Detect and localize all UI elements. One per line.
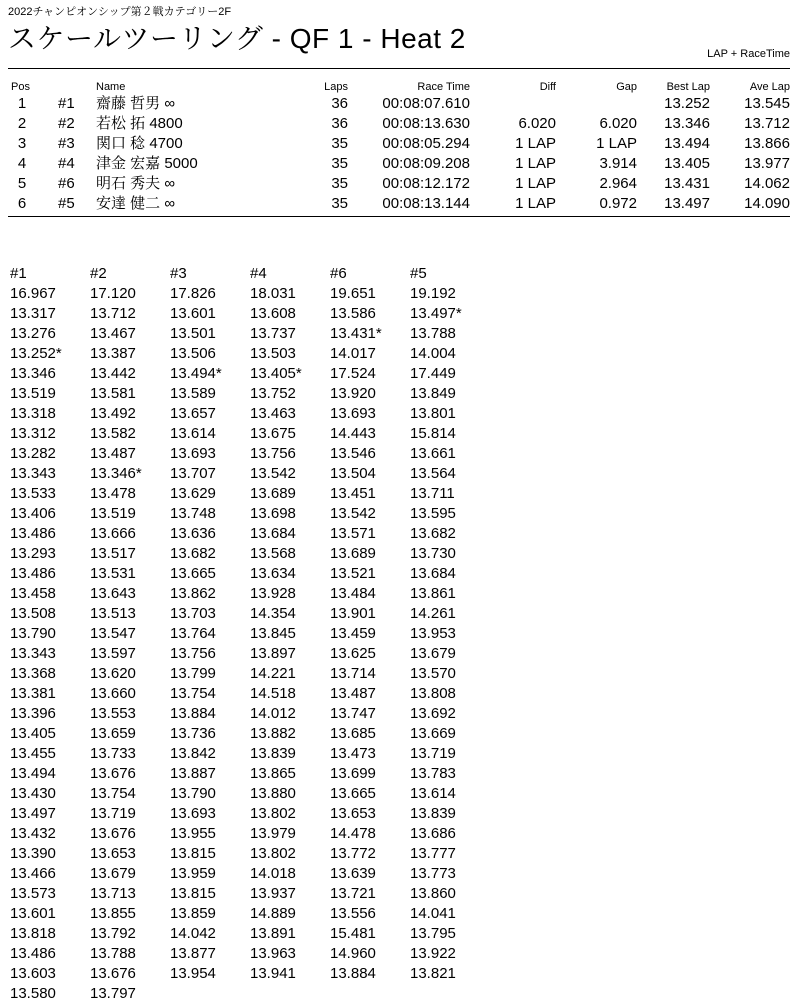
lap-time-cell: 13.795 [410,925,456,942]
results-top-rule [8,68,790,69]
report-type-label: LAP + RaceTime [707,48,790,60]
lap-time-cell: 13.887 [170,765,216,782]
lap-time-cell: 13.603 [10,965,56,982]
lap-time-cell: 13.346 [10,365,56,382]
lap-time-cell: 13.808 [410,685,456,702]
lap-time-cell: 13.451 [330,485,376,502]
result-pos: 6 [17,195,27,212]
result-row [8,94,790,114]
lap-time-cell: 13.542 [250,465,296,482]
lap-time-cell: 13.699 [330,765,376,782]
lap-time-cell: 13.839 [250,745,296,762]
lap-time-cell: 13.473 [330,745,376,762]
lap-time-cell: 13.601 [170,305,216,322]
lap-time-cell: 13.707 [170,465,216,482]
result-driver-name: 若松 拓 4800 [96,115,183,132]
lap-time-cell: 13.665 [330,785,376,802]
lap-time-cell: 13.657 [170,405,216,422]
lap-time-cell: 13.703 [170,605,216,622]
lap-time-cell: 13.815 [170,885,216,902]
result-pos: 4 [17,155,27,172]
lap-time-cell: 13.712 [90,305,136,322]
result-driver-name: 津金 宏嘉 5000 [96,155,198,172]
lap-time-cell: 14.261 [410,605,456,622]
lap-time-cell: 13.752 [250,385,296,402]
result-car-number: #2 [58,115,75,132]
lap-time-cell: 17.524 [330,365,376,382]
lap-time-cell: 13.466 [10,865,56,882]
result-race-time: 00:08:12.172 [382,175,470,192]
lap-time-cell: 14.042 [170,925,216,942]
lap-time-cell: 13.497 [10,805,56,822]
result-best-lap: 13.494 [664,135,710,152]
lap-time-cell: 13.698 [250,505,296,522]
lap-time-cell: 13.494 [10,765,56,782]
lap-time-cell: 13.860 [410,885,456,902]
lap-time-cell: 13.818 [10,925,56,942]
lap-time-cell: 13.508 [10,605,56,622]
lap-time-cell: 13.614 [170,425,216,442]
lap-time-cell: 13.487 [90,445,136,462]
lap-time-cell: 13.764 [170,625,216,642]
lap-time-cell: 13.953 [410,625,456,642]
result-diff: 1 LAP [515,195,556,212]
lap-time-cell: 13.546 [330,445,376,462]
results-body [8,94,790,214]
lap-time-cell: 13.519 [10,385,56,402]
lap-time-cell: 13.564 [410,465,456,482]
col-header-race-time: Race Time [417,81,470,93]
lap-time-cell: 13.467 [90,325,136,342]
result-diff: 1 LAP [515,155,556,172]
lap-time-cell: 13.790 [10,625,56,642]
lap-time-cell: 13.639 [330,865,376,882]
lap-time-cell: 14.004 [410,345,456,362]
result-pos: 5 [17,175,27,192]
lap-time-cell: 17.449 [410,365,456,382]
lap-time-cell: 14.012 [250,705,296,722]
lap-time-cell: 13.501 [170,325,216,342]
lap-time-cell: 13.714 [330,665,376,682]
col-header-best-lap: Best Lap [666,81,710,93]
lap-time-cell: 13.839 [410,805,456,822]
lap-time-cell: 13.504 [330,465,376,482]
result-laps: 35 [331,195,348,212]
lap-time-cell: 13.897 [250,645,296,662]
lap-time-cell: 13.660 [90,685,136,702]
lap-time-cell: 13.821 [410,965,456,982]
lap-col-header: #4 [250,265,267,282]
lap-time-cell: 13.737 [250,325,296,342]
lap-time-cell: 13.494* [170,365,222,382]
lap-time-cell: 13.849 [410,385,456,402]
lap-time-cell: 13.773 [410,865,456,882]
lap-time-cell: 13.478 [90,485,136,502]
result-pos: 2 [17,115,27,132]
lap-time-cell: 13.431* [330,325,382,342]
lap-time-cell: 13.880 [250,785,296,802]
lap-time-cell: 13.676 [90,965,136,982]
lap-time-cell: 14.960 [330,945,376,962]
result-car-number: #6 [58,175,75,192]
lap-time-cell: 13.484 [330,585,376,602]
lap-time-cell: 13.343 [10,465,56,482]
lap-time-cell: 14.443 [330,425,376,442]
result-gap: 3.914 [599,155,637,172]
lap-time-cell: 13.928 [250,585,296,602]
result-ave-lap: 13.977 [744,155,790,172]
lap-time-cell: 13.748 [170,505,216,522]
lap-time-cell: 13.293 [10,545,56,562]
lap-time-cell: 13.679 [410,645,456,662]
result-car-number: #1 [58,95,75,112]
lap-time-cell: 14.889 [250,905,296,922]
lap-time-cell: 13.430 [10,785,56,802]
result-car-number: #4 [58,155,75,172]
lap-time-cell: 13.517 [90,545,136,562]
lap-time-cell: 13.721 [330,885,376,902]
result-ave-lap: 13.545 [744,95,790,112]
lap-time-cell: 13.586 [330,305,376,322]
lap-time-cell: 13.877 [170,945,216,962]
result-car-number: #5 [58,195,75,212]
lap-time-cell: 13.542 [330,505,376,522]
lap-time-cell: 13.653 [330,805,376,822]
lap-time-cell: 13.629 [170,485,216,502]
lap-time-cell: 15.481 [330,925,376,942]
result-driver-name: 安達 健二 ∞ [96,195,176,212]
result-laps: 36 [331,95,348,112]
result-row [8,194,790,214]
result-race-time: 00:08:09.208 [382,155,470,172]
lap-col-header: #5 [410,265,427,282]
result-ave-lap: 14.090 [744,195,790,212]
lap-time-cell: 13.754 [170,685,216,702]
lap-time-cell: 13.682 [170,545,216,562]
lap-time-cell: 13.920 [330,385,376,402]
lap-time-cell: 13.693 [330,405,376,422]
lap-time-cell: 13.772 [330,845,376,862]
lap-time-cell: 13.676 [90,825,136,842]
lap-time-cell: 13.487 [330,685,376,702]
lap-time-cell: 17.120 [90,285,136,302]
result-row [8,134,790,154]
lap-time-cell: 13.792 [90,925,136,942]
lap-time-cell: 13.937 [250,885,296,902]
lap-time-cell: 13.343 [10,645,56,662]
col-header-name: Name [96,81,126,93]
result-laps: 35 [331,175,348,192]
lap-time-cell: 13.581 [90,385,136,402]
lap-time-cell: 13.756 [170,645,216,662]
result-driver-name: 関口 稔 4700 [96,135,183,152]
lap-time-cell: 13.790 [170,785,216,802]
results-bottom-rule [8,216,790,217]
lap-time-cell: 13.582 [90,425,136,442]
lap-time-cell: 13.387 [90,345,136,362]
result-gap: 6.020 [599,115,637,132]
result-ave-lap: 14.062 [744,175,790,192]
lap-time-cell: 13.797 [90,985,136,1002]
result-car-number: #3 [58,135,75,152]
lap-time-cell: 13.802 [250,805,296,822]
lap-time-cell: 13.954 [170,965,216,982]
result-laps: 36 [331,115,348,132]
result-gap: 1 LAP [596,135,637,152]
result-pos: 3 [17,135,27,152]
lap-time-cell: 13.318 [10,405,56,422]
lap-time-cell: 13.643 [90,585,136,602]
lap-time-cell: 16.967 [10,285,56,302]
result-pos: 1 [17,95,27,112]
lap-time-cell: 13.486 [10,565,56,582]
lap-time-cell: 13.531 [90,565,136,582]
result-best-lap: 13.405 [664,155,710,172]
lap-time-cell: 13.685 [330,725,376,742]
lap-time-cell: 13.589 [170,385,216,402]
lap-time-cell: 13.503 [250,345,296,362]
lap-time-cell: 13.459 [330,625,376,642]
lap-time-cell: 13.979 [250,825,296,842]
lap-time-cell: 13.884 [330,965,376,982]
col-header-pos: Pos [11,81,30,93]
lap-time-cell: 13.788 [410,325,456,342]
lap-time-cell: 13.570 [410,665,456,682]
lap-time-cell: 13.882 [250,725,296,742]
lap-time-cell: 13.684 [410,565,456,582]
lap-time-cell: 13.865 [250,765,296,782]
result-best-lap: 13.252 [664,95,710,112]
result-ave-lap: 13.712 [744,115,790,132]
lap-time-cell: 13.636 [170,525,216,542]
lap-time-cell: 13.693 [170,805,216,822]
result-laps: 35 [331,155,348,172]
lap-time-cell: 13.368 [10,665,56,682]
lap-time-cell: 13.777 [410,845,456,862]
lap-time-cell: 14.478 [330,825,376,842]
lap-time-cell: 13.845 [250,625,296,642]
lap-time-cell: 13.634 [250,565,296,582]
results-table [8,80,790,214]
lap-time-cell: 13.282 [10,445,56,462]
lap-time-cell: 13.719 [90,805,136,822]
lap-time-cell: 17.826 [170,285,216,302]
result-diff: 1 LAP [515,175,556,192]
lap-time-cell: 13.405 [10,725,56,742]
lap-time-cell: 13.625 [330,645,376,662]
lap-time-cell: 14.221 [250,665,296,682]
result-best-lap: 13.497 [664,195,710,212]
result-race-time: 00:08:07.610 [382,95,470,112]
lap-time-cell: 13.497* [410,305,462,322]
lap-time-cell: 13.659 [90,725,136,742]
lap-time-cell: 13.312 [10,425,56,442]
lap-time-cell: 13.783 [410,765,456,782]
lap-time-cell: 13.533 [10,485,56,502]
lap-time-cell: 13.736 [170,725,216,742]
lap-time-cell: 13.492 [90,405,136,422]
lap-time-cell: 13.711 [410,485,455,502]
lap-time-cell: 13.692 [410,705,456,722]
lap-time-cell: 13.571 [330,525,376,542]
lap-time-cell: 13.463 [250,405,296,422]
lap-time-cell: 15.814 [410,425,456,442]
lap-time-cell: 14.017 [330,345,376,362]
lap-time-cell: 13.693 [170,445,216,462]
lap-time-cell: 13.891 [250,925,296,942]
lap-time-cell: 13.669 [410,725,456,742]
lap-time-cell: 13.815 [170,845,216,862]
result-laps: 35 [331,135,348,152]
lap-time-cell: 13.955 [170,825,216,842]
lap-time-cell: 13.608 [250,305,296,322]
result-diff: 1 LAP [515,135,556,152]
lap-time-cell: 13.442 [90,365,136,382]
lap-time-cell: 13.547 [90,625,136,642]
lap-time-cell: 13.553 [90,705,136,722]
lap-time-cell: 13.573 [10,885,56,902]
result-driver-name: 明石 秀夫 ∞ [96,175,176,192]
result-ave-lap: 13.866 [744,135,790,152]
lap-time-cell: 13.519 [90,505,136,522]
lap-time-cell: 13.620 [90,665,136,682]
result-race-time: 00:08:13.630 [382,115,470,132]
col-header-diff: Diff [539,81,556,93]
lap-time-cell: 13.486 [10,945,56,962]
lap-col-header: #1 [10,265,27,282]
lap-time-cell: 13.595 [410,505,456,522]
col-header-laps: Laps [324,81,348,93]
lap-time-cell: 13.556 [330,905,376,922]
col-header-gap: Gap [616,81,637,93]
lap-time-cell: 13.802 [250,845,296,862]
lap-time-cell: 13.601 [10,905,56,922]
lap-time-cell: 13.733 [90,745,136,762]
lap-time-cell: 13.941 [250,965,296,982]
lap-time-cell: 13.788 [90,945,136,962]
lap-time-cell: 13.486 [10,525,56,542]
lap-time-cell: 13.719 [410,745,456,762]
lap-time-cell: 13.346* [90,465,142,482]
result-race-time: 00:08:05.294 [382,135,470,152]
lap-time-cell: 13.901 [330,605,376,622]
report-title: スケールツーリング - QF 1 - Heat 2 [8,23,466,54]
lap-time-cell: 13.686 [410,825,456,842]
result-best-lap: 13.346 [664,115,710,132]
lap-time-cell: 13.799 [170,665,216,682]
lap-time-cell: 13.381 [10,685,56,702]
lap-time-cell: 13.855 [90,905,136,922]
lap-time-cell: 13.661 [410,445,456,462]
lap-time-cell: 13.665 [170,565,216,582]
lap-time-cell: 13.568 [250,545,296,562]
lap-time-cell: 13.521 [330,565,376,582]
lap-time-cell: 13.406 [10,505,56,522]
result-gap: 0.972 [599,195,637,212]
lap-time-cell: 13.689 [250,485,296,502]
lap-time-cell: 13.666 [90,525,136,542]
lap-col-header: #6 [330,265,347,282]
lap-time-cell: 13.859 [170,905,216,922]
result-row [8,174,790,194]
lap-time-cell: 13.801 [410,405,456,422]
col-header-ave-lap: Ave Lap [749,81,790,93]
lap-time-cell: 14.018 [250,865,296,882]
lap-time-cell: 13.884 [170,705,216,722]
lap-time-cell: 13.713 [90,885,136,902]
lap-time-cell: 13.458 [10,585,56,602]
results-header-row [8,80,790,94]
lap-time-cell: 19.651 [330,285,376,302]
lap-time-cell: 13.959 [170,865,216,882]
lap-time-cell: 13.684 [250,525,296,542]
lap-time-cell: 13.455 [10,745,56,762]
result-driver-name: 齋藤 哲男 ∞ [96,95,176,112]
lap-time-cell: 13.747 [330,705,376,722]
result-row [8,154,790,174]
lap-time-cell: 14.041 [410,905,456,922]
lap-time-cell: 19.192 [410,285,456,302]
lap-time-cell: 13.317 [10,305,56,322]
lap-time-cell: 13.252* [10,345,62,362]
lap-time-cell: 13.679 [90,865,136,882]
lap-time-cell: 13.390 [10,845,56,862]
lap-time-cell: 13.861 [410,585,456,602]
lap-time-cell: 13.506 [170,345,216,362]
lap-col-header: #3 [170,265,187,282]
lap-time-cell: 18.031 [250,285,296,302]
result-row [8,114,790,134]
lap-time-cell: 14.518 [250,685,296,702]
lap-time-cell: 13.276 [10,325,56,342]
lap-time-cell: 13.653 [90,845,136,862]
lap-time-cell: 13.614 [410,785,456,802]
lap-time-cell: 13.396 [10,705,56,722]
report-subtitle: 2022チャンピオンシップ第２戦カテゴリー2F [8,6,232,18]
lap-time-cell: 13.432 [10,825,56,842]
lap-time-cell: 13.513 [90,605,136,622]
lap-time-cell: 13.862 [170,585,216,602]
lap-col-header: #2 [90,265,107,282]
result-gap: 2.964 [599,175,637,192]
lap-time-cell: 13.754 [90,785,136,802]
lap-time-cell: 13.922 [410,945,456,962]
lap-time-cell: 13.405* [250,365,302,382]
lap-time-cell: 14.354 [250,605,296,622]
lap-time-cell: 13.689 [330,545,376,562]
lap-time-cell: 13.730 [410,545,456,562]
lap-time-cell: 13.675 [250,425,296,442]
lap-time-cell: 13.597 [90,645,136,662]
lap-time-cell: 13.682 [410,525,456,542]
lap-time-cell: 13.963 [250,945,296,962]
lap-time-cell: 13.580 [10,985,56,1002]
result-diff: 6.020 [518,115,556,132]
result-race-time: 00:08:13.144 [382,195,470,212]
result-best-lap: 13.431 [664,175,710,192]
lap-time-cell: 13.756 [250,445,296,462]
lap-time-cell: 13.842 [170,745,216,762]
lap-time-cell: 13.676 [90,765,136,782]
